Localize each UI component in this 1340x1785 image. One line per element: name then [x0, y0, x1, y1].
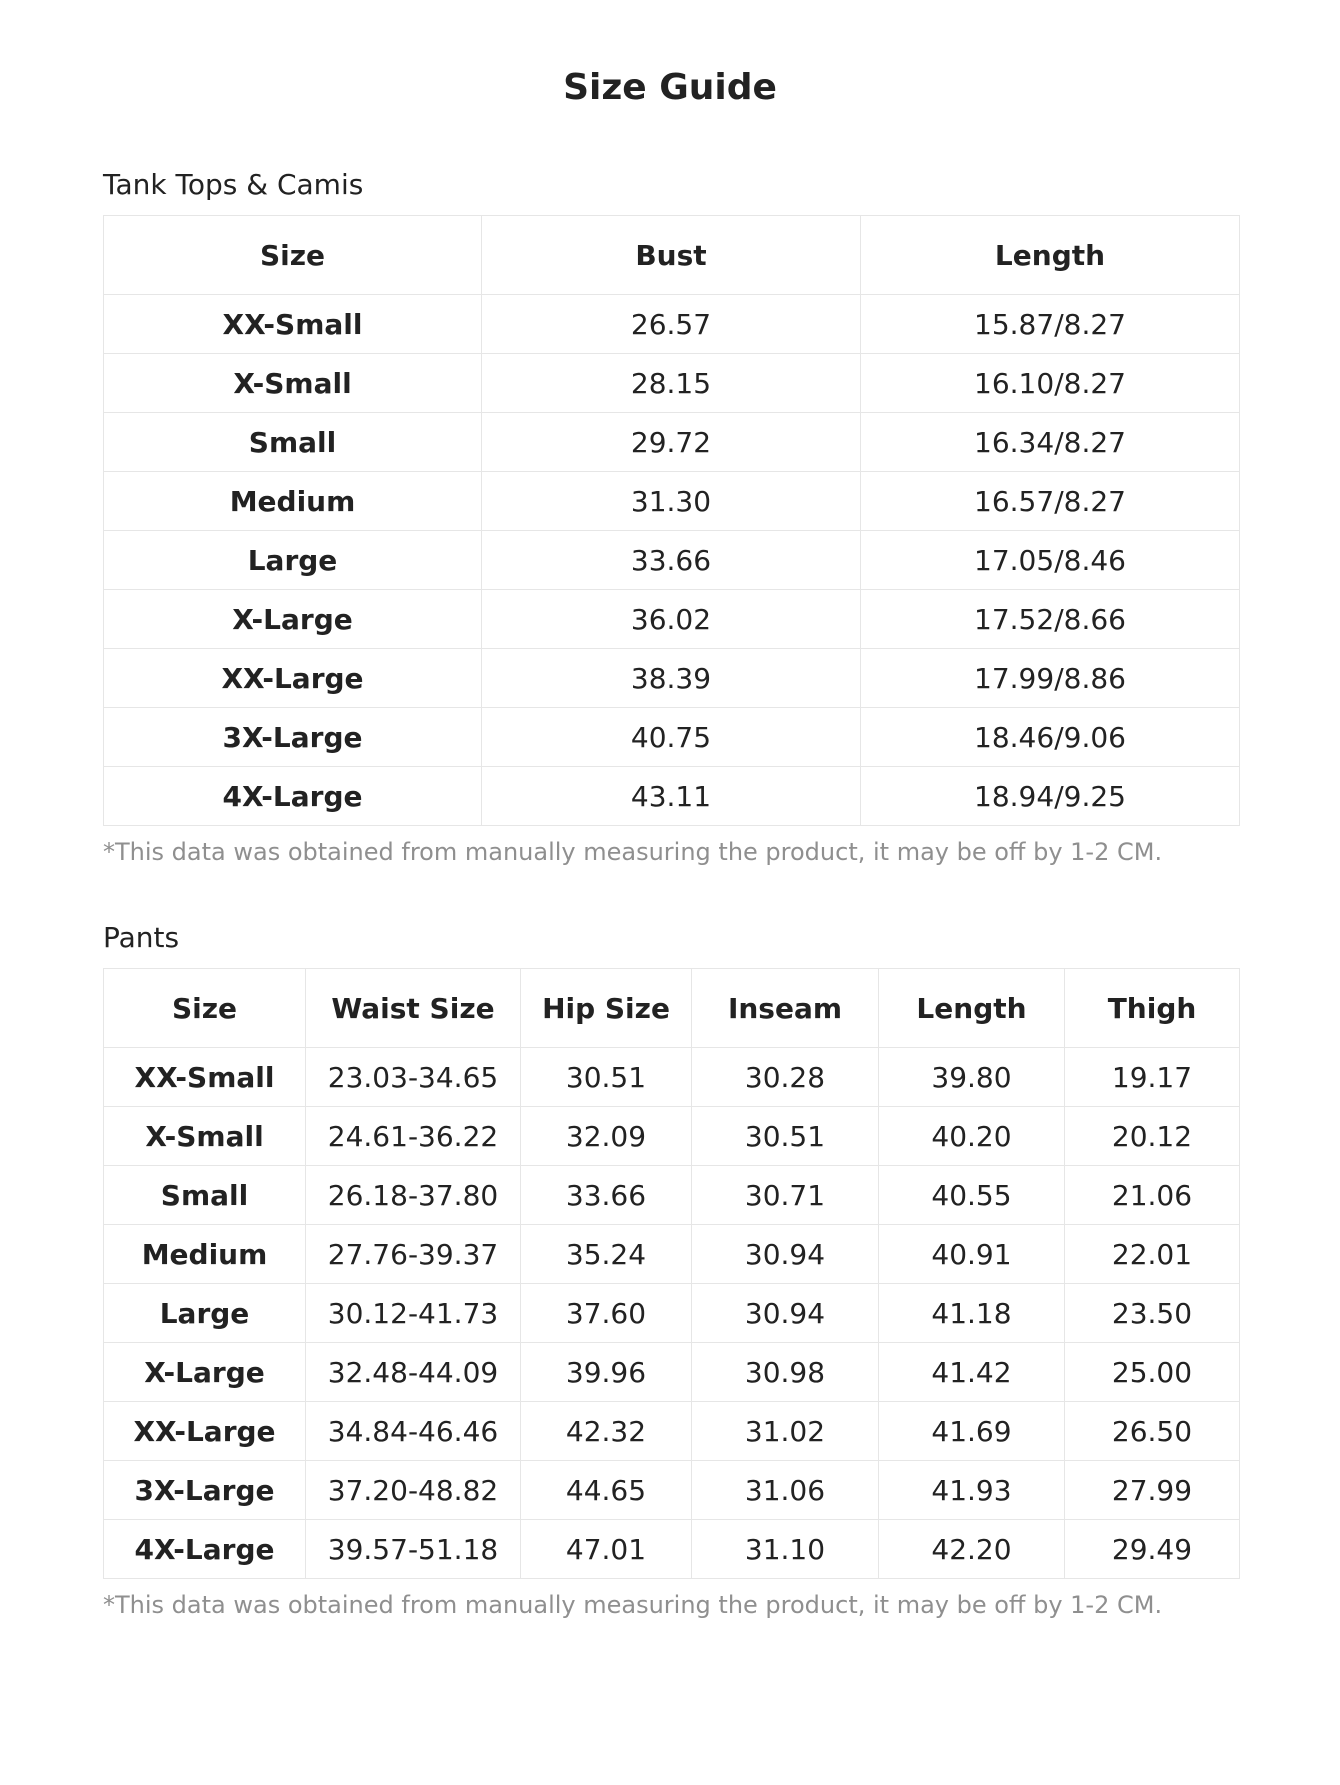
bust-cell: 43.11	[482, 767, 861, 826]
thigh-cell: 22.01	[1065, 1225, 1240, 1284]
table-row	[104, 354, 1240, 413]
pants-measurement-note: *This data was obtained from manually measuring the product, it may be off by 1-2 CM.	[103, 1591, 1163, 1619]
thigh-cell: 26.50	[1065, 1402, 1240, 1461]
hip-cell: 37.60	[521, 1284, 692, 1343]
length-cell: 41.69	[879, 1402, 1065, 1461]
inseam-cell: 30.94	[692, 1225, 879, 1284]
bust-cell: 31.30	[482, 472, 861, 531]
size-cell: Small	[104, 1166, 306, 1225]
page-title: Size Guide	[563, 67, 777, 108]
pants-header-thigh: Thigh	[1065, 969, 1240, 1048]
thigh-cell: 21.06	[1065, 1166, 1240, 1225]
table-row	[104, 767, 1240, 826]
tops-section	[103, 165, 1239, 868]
hip-cell: 47.01	[521, 1520, 692, 1579]
waist-cell: 39.57-51.18	[306, 1520, 521, 1579]
pants-header-size: Size	[104, 969, 306, 1048]
size-cell: Small	[104, 413, 482, 472]
size-cell: Large	[104, 1284, 306, 1343]
table-row	[104, 1284, 1240, 1343]
length-cell: 18.46/9.06	[861, 708, 1240, 767]
waist-cell: 26.18-37.80	[306, 1166, 521, 1225]
table-row	[104, 295, 1240, 354]
thigh-cell: 23.50	[1065, 1284, 1240, 1343]
hip-cell: 44.65	[521, 1461, 692, 1520]
table-row	[104, 1107, 1240, 1166]
waist-cell: 30.12-41.73	[306, 1284, 521, 1343]
hip-cell: 30.51	[521, 1048, 692, 1107]
table-row	[104, 1048, 1240, 1107]
waist-cell: 32.48-44.09	[306, 1343, 521, 1402]
bust-cell: 33.66	[482, 531, 861, 590]
length-cell: 39.80	[879, 1048, 1065, 1107]
length-cell: 17.99/8.86	[861, 649, 1240, 708]
thigh-cell: 19.17	[1065, 1048, 1240, 1107]
hip-cell: 39.96	[521, 1343, 692, 1402]
size-cell: Large	[104, 531, 482, 590]
hip-cell: 42.32	[521, 1402, 692, 1461]
tops-header-length: Length	[861, 216, 1240, 295]
thigh-cell: 27.99	[1065, 1461, 1240, 1520]
inseam-cell: 30.71	[692, 1166, 879, 1225]
waist-cell: 37.20-48.82	[306, 1461, 521, 1520]
waist-cell: 23.03-34.65	[306, 1048, 521, 1107]
bust-cell: 38.39	[482, 649, 861, 708]
thigh-cell: 29.49	[1065, 1520, 1240, 1579]
tops-header-row	[104, 216, 1240, 295]
table-row	[104, 1225, 1240, 1284]
length-cell: 40.91	[879, 1225, 1065, 1284]
size-cell: XX-Small	[104, 295, 482, 354]
thigh-cell: 20.12	[1065, 1107, 1240, 1166]
table-row	[104, 649, 1240, 708]
pants-size-table	[103, 968, 1240, 1579]
size-cell: 4X-Large	[104, 767, 482, 826]
size-cell: 4X-Large	[104, 1520, 306, 1579]
inseam-cell: 30.98	[692, 1343, 879, 1402]
tops-measurement-note: *This data was obtained from manually measuring the product, it may be off by 1-2 CM.	[103, 838, 1163, 866]
size-cell: X-Large	[104, 1343, 306, 1402]
size-cell: XX-Large	[104, 1402, 306, 1461]
bust-cell: 40.75	[482, 708, 861, 767]
tops-size-table	[103, 215, 1240, 826]
tops-header-bust: Bust	[482, 216, 861, 295]
table-row	[104, 413, 1240, 472]
pants-header-hip-size: Hip Size	[521, 969, 692, 1048]
inseam-cell: 30.28	[692, 1048, 879, 1107]
length-cell: 41.18	[879, 1284, 1065, 1343]
length-cell: 16.10/8.27	[861, 354, 1240, 413]
table-row	[104, 1461, 1240, 1520]
bust-cell: 36.02	[482, 590, 861, 649]
length-cell: 42.20	[879, 1520, 1065, 1579]
table-row	[104, 472, 1240, 531]
length-cell: 17.52/8.66	[861, 590, 1240, 649]
pants-header-row	[104, 969, 1240, 1048]
size-cell: X-Small	[104, 1107, 306, 1166]
size-cell: X-Small	[104, 354, 482, 413]
length-cell: 41.42	[879, 1343, 1065, 1402]
size-cell: 3X-Large	[104, 1461, 306, 1520]
size-cell: Medium	[104, 472, 482, 531]
length-cell: 18.94/9.25	[861, 767, 1240, 826]
table-row	[104, 1166, 1240, 1225]
bust-cell: 28.15	[482, 354, 861, 413]
table-row	[104, 590, 1240, 649]
inseam-cell: 30.51	[692, 1107, 879, 1166]
table-row	[104, 708, 1240, 767]
size-cell: X-Large	[104, 590, 482, 649]
length-cell: 16.34/8.27	[861, 413, 1240, 472]
inseam-cell: 31.06	[692, 1461, 879, 1520]
table-row	[104, 1520, 1240, 1579]
bust-cell: 26.57	[482, 295, 861, 354]
hip-cell: 35.24	[521, 1225, 692, 1284]
length-cell: 16.57/8.27	[861, 472, 1240, 531]
table-row	[104, 531, 1240, 590]
thigh-cell: 25.00	[1065, 1343, 1240, 1402]
waist-cell: 24.61-36.22	[306, 1107, 521, 1166]
inseam-cell: 31.02	[692, 1402, 879, 1461]
hip-cell: 33.66	[521, 1166, 692, 1225]
size-cell: XX-Small	[104, 1048, 306, 1107]
length-cell: 17.05/8.46	[861, 531, 1240, 590]
inseam-cell: 30.94	[692, 1284, 879, 1343]
table-row	[104, 1343, 1240, 1402]
table-row	[104, 1402, 1240, 1461]
size-cell: XX-Large	[104, 649, 482, 708]
bust-cell: 29.72	[482, 413, 861, 472]
tops-section-title: Tank Tops & Camis	[103, 168, 364, 201]
length-cell: 41.93	[879, 1461, 1065, 1520]
pants-section	[103, 918, 1239, 1621]
pants-header-waist-size: Waist Size	[306, 969, 521, 1048]
hip-cell: 32.09	[521, 1107, 692, 1166]
waist-cell: 34.84-46.46	[306, 1402, 521, 1461]
length-cell: 40.55	[879, 1166, 1065, 1225]
length-cell: 15.87/8.27	[861, 295, 1240, 354]
tops-header-size: Size	[104, 216, 482, 295]
length-cell: 40.20	[879, 1107, 1065, 1166]
inseam-cell: 31.10	[692, 1520, 879, 1579]
pants-section-title: Pants	[103, 921, 180, 954]
waist-cell: 27.76-39.37	[306, 1225, 521, 1284]
pants-header-inseam: Inseam	[692, 969, 879, 1048]
pants-header-length: Length	[879, 969, 1065, 1048]
size-cell: Medium	[104, 1225, 306, 1284]
size-cell: 3X-Large	[104, 708, 482, 767]
